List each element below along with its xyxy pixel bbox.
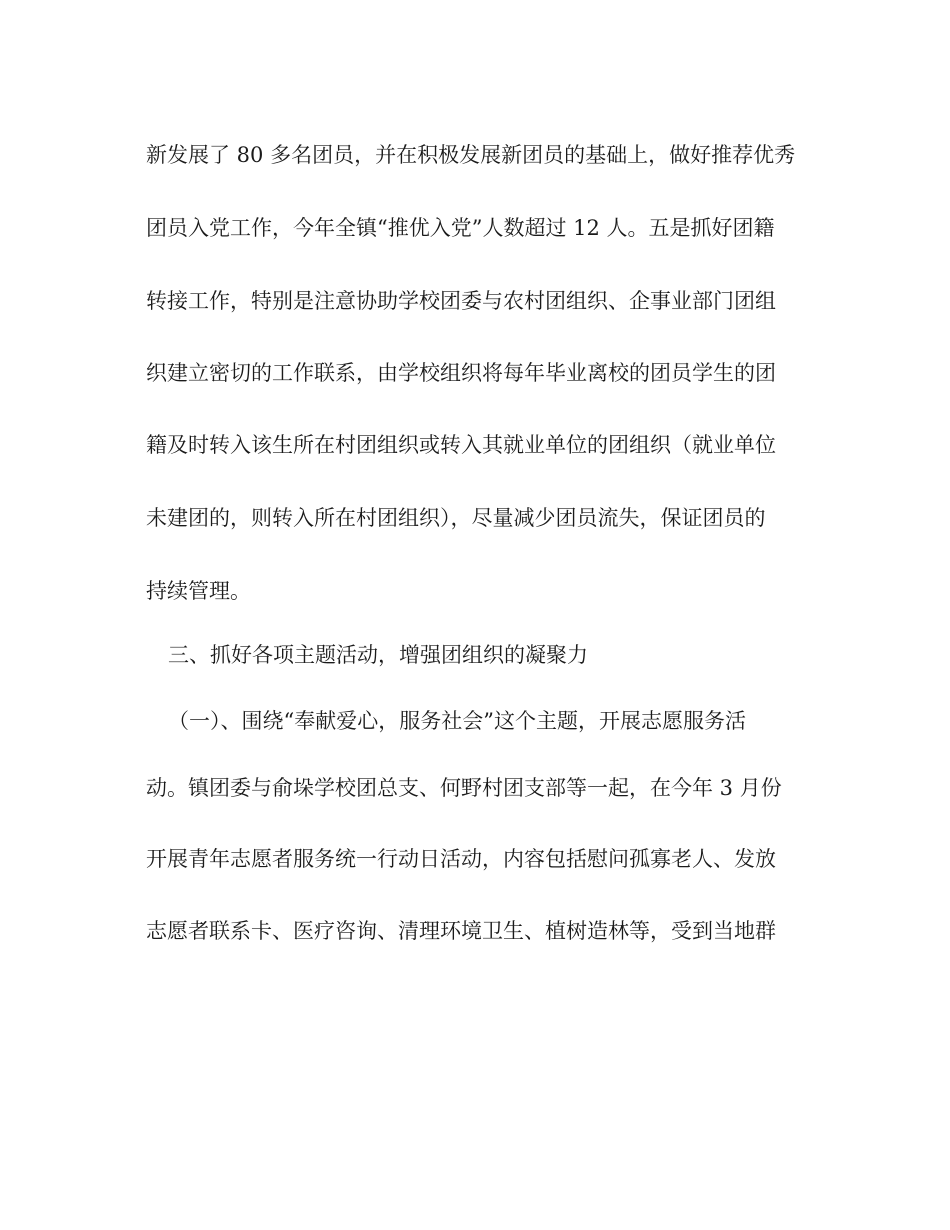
paragraph-line: 动。镇团委与俞垛学校团总支、何野村团支部等一起，在今年 3 月份	[146, 776, 782, 800]
paragraph-line: 籍及时转入该生所在村团组织或转入其就业单位的团组织（就业单位	[146, 433, 776, 457]
section-heading: 三、抓好各项主题活动，增强团组织的凝聚力	[168, 643, 588, 667]
paragraph-line: 开展青年志愿者服务统一行动日活动，内容包括慰问孤寡老人、发放	[146, 847, 776, 871]
paragraph-line: 未建团的，则转入所在村团组织），尽量减少团员流失，保证团员的	[146, 506, 766, 530]
paragraph-line: 志愿者联系卡、医疗咨询、清理环境卫生、植树造林等，受到当地群	[146, 919, 776, 943]
paragraph-line: （一）、围绕“奉献爱心，服务社会”这个主题，开展志愿服务活	[168, 709, 746, 733]
paragraph-line: 转接工作，特别是注意协助学校团委与农村团组织、企事业部门团组	[146, 289, 776, 313]
paragraph-line: 织建立密切的工作联系，由学校组织将每年毕业离校的团员学生的团	[146, 361, 776, 385]
paragraph-line: 团员入党工作，今年全镇“推优入党”人数超过 12 人。五是抓好团籍	[146, 216, 775, 240]
paragraph-line: 新发展了 80 多名团员，并在积极发展新团员的基础上，做好推荐优秀	[146, 143, 796, 167]
paragraph-line: 持续管理。	[146, 579, 251, 603]
